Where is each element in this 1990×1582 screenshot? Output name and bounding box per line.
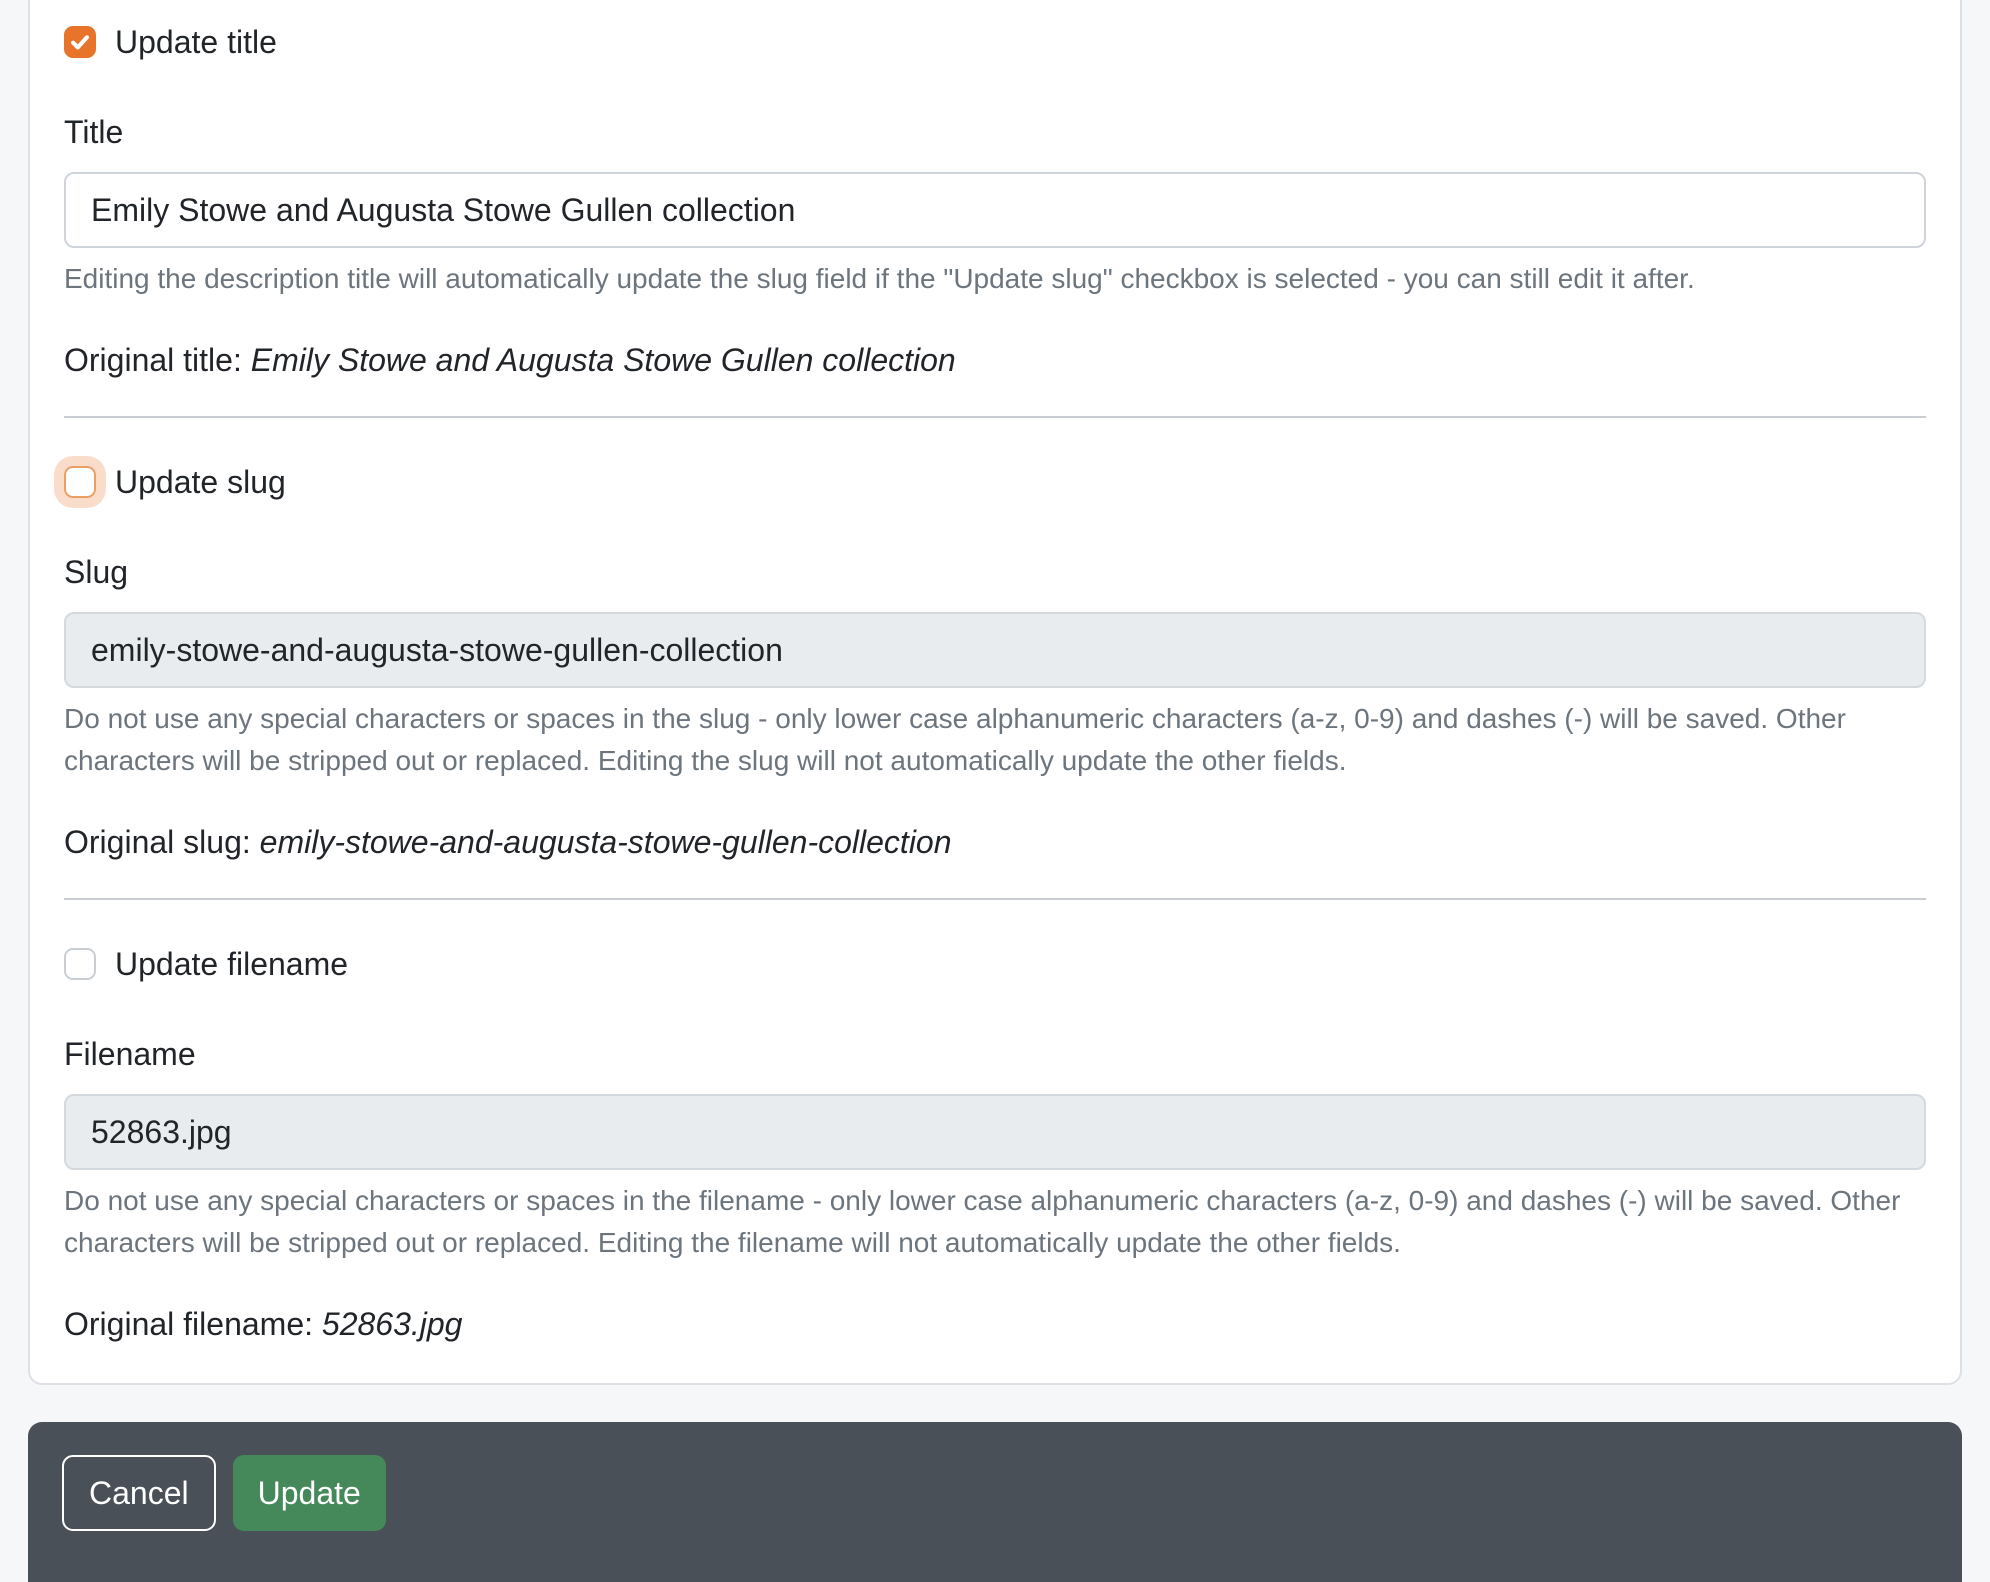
update-filename-checkbox-label[interactable]: Update filename xyxy=(115,946,349,982)
slug-field-label: Slug xyxy=(64,554,129,590)
section-divider xyxy=(64,416,1926,418)
original-filename-label: Original filename: xyxy=(64,1306,313,1342)
title-input[interactable] xyxy=(64,172,1926,248)
update-title-checkbox[interactable] xyxy=(64,26,96,58)
filename-field-label: Filename xyxy=(64,1036,196,1072)
checkmark-icon xyxy=(69,31,91,53)
update-filename-checkbox[interactable] xyxy=(64,948,96,980)
original-slug-label: Original slug: xyxy=(64,824,251,860)
footer-action-bar xyxy=(28,1422,1962,1582)
slug-input xyxy=(64,612,1926,688)
update-slug-checkbox[interactable] xyxy=(64,466,96,498)
update-slug-checkbox-row xyxy=(64,458,1926,506)
slug-help-text: Do not use any special characters or spaces in the slug - only lower case alphanumeric characters (a-z, 0-9) and dashes (-) will be saved. Other characters will be stripped out or replaced. Editing the slug will not automatically update the other fields. xyxy=(64,703,1846,776)
update-button[interactable]: Update xyxy=(233,1455,386,1531)
title-help-text: Editing the description title will automatically update the slug field if the "Update slug" checkbox is selected - you can still edit it after. xyxy=(64,263,1695,294)
edit-metadata-form-panel xyxy=(28,0,1962,1385)
cancel-button[interactable]: Cancel xyxy=(62,1455,216,1531)
section-divider xyxy=(64,898,1926,900)
filename-help-text: Do not use any special characters or spaces in the filename - only lower case alphanumeric characters (a-z, 0-9) and dashes (-) will be saved. Other characters will be stripped out or replaced. Editing the filename will not automatically update the other fields. xyxy=(64,1185,1901,1258)
original-slug-value: emily-stowe-and-augusta-stowe-gullen-collection xyxy=(259,824,952,860)
original-filename-value: 52863.jpg xyxy=(321,1306,463,1342)
update-title-checkbox-label[interactable]: Update title xyxy=(115,24,277,60)
original-title-label: Original title: xyxy=(64,342,242,378)
update-filename-checkbox-row xyxy=(64,940,1926,988)
original-filename-text xyxy=(64,1300,1926,1348)
original-title-value: Emily Stowe and Augusta Stowe Gullen collection xyxy=(250,342,956,378)
title-field-label: Title xyxy=(64,114,124,150)
original-slug-text xyxy=(64,818,1926,866)
update-slug-checkbox-label[interactable]: Update slug xyxy=(115,464,286,500)
original-title-text xyxy=(64,336,1926,384)
filename-input xyxy=(64,1094,1926,1170)
update-title-checkbox-row xyxy=(64,18,1926,66)
